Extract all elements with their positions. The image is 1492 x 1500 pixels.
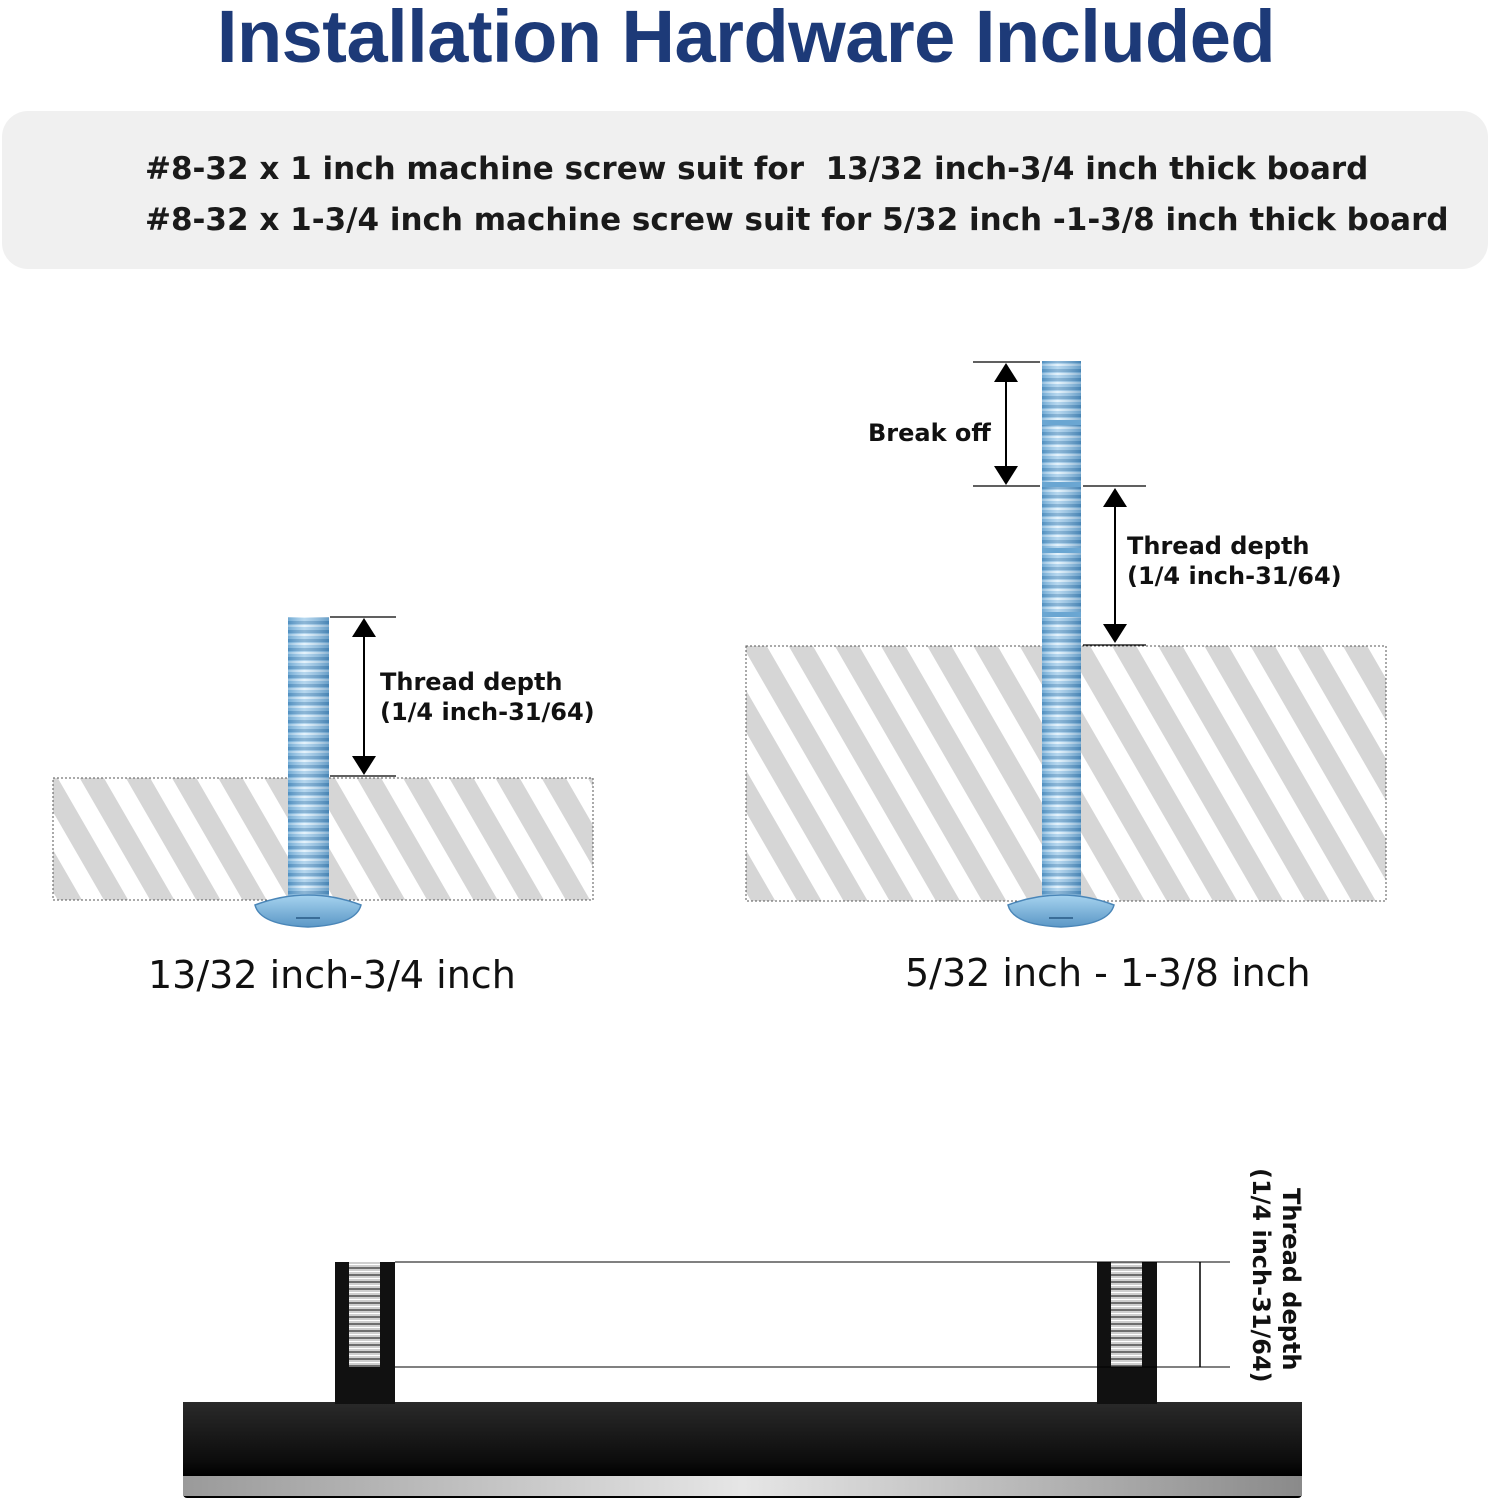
right-thread-depth-label: Thread depth — [1127, 532, 1310, 560]
page-title: Installation Hardware Included — [216, 0, 1276, 78]
handle-thread-depth-range: (1/4 inch-31/64) — [1247, 1168, 1275, 1383]
handle-thread-depth-text — [1247, 1168, 1305, 1383]
left-thread-depth-range: (1/4 inch-31/64) — [380, 698, 595, 726]
handle-thread-depth-label: Thread depth — [1277, 1188, 1305, 1371]
cabinet-handle — [183, 1262, 1302, 1498]
right-board-thickness-caption: 5/32 inch - 1-3/8 inch — [905, 951, 1311, 995]
break-off-label: Break off — [868, 419, 991, 447]
right-thread-depth-range: (1/4 inch-31/64) — [1127, 562, 1342, 590]
spec-line-short-screw: #8-32 x 1 inch machine screw suit for 13/32 inch-3/4 inch thick board — [145, 151, 1369, 187]
spec-line-long-screw: #8-32 x 1-3/4 inch machine screw suit for 5/32 inch -1-3/8 inch thick board — [145, 202, 1449, 238]
left-thread-depth-dimension — [330, 617, 396, 776]
left-thread-depth-label: Thread depth — [380, 668, 563, 696]
left-board-thickness-caption: 13/32 inch-3/4 inch — [148, 953, 516, 997]
